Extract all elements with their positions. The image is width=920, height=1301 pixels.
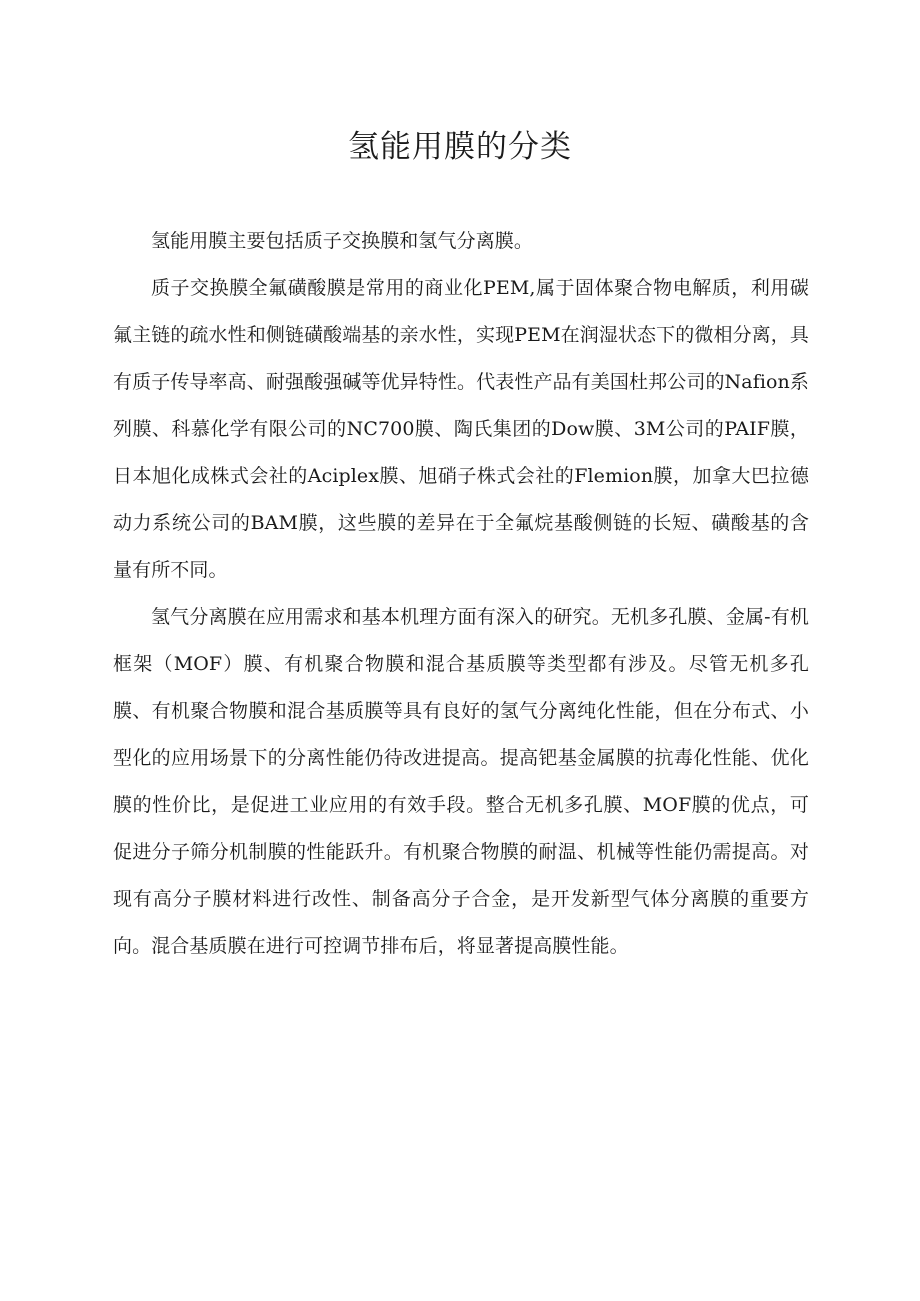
- paragraph-intro: 氢能用膜主要包括质子交换膜和氢气分离膜。: [151, 230, 534, 252]
- paragraph-proton-exchange-membrane: 质子交换膜全氟磺酸膜是常用的商业化PEM,属于固体聚合物电解质，利用碳氟主链的疏水性和侧链磺酸端基的亲水性，实现PEM在润湿状态下的微相分离，具有质子传导率高、耐强酸强碱等优异特性。代表性产品有美国杜邦公司的Nafion系列膜、科慕化学有限公司的NC700膜、陶氏集团的Dow膜、3M公司的PAIF膜，日本旭化成株式会社的Aciplex膜、旭硝子株式会社的Flemion膜，加拿大巴拉德动力系统公司的BAM膜，这些膜的差异在于全氟烷基酸侧链的长短、磺酸基的含量有所不同。: [113, 277, 809, 581]
- paragraph-hydrogen-separation-membrane: 氢气分离膜在应用需求和基本机理方面有深入的研究。无机多孔膜、金属-有机框架（MOF）膜、有机聚合物膜和混合基质膜等类型都有涉及。尽管无机多孔膜、有机聚合物膜和混合基质膜等具有良好的氢气分离纯化性能，但在分布式、小型化的应用场景下的分离性能仍待改进提高。提高钯基金属膜的抗毒化性能、优化膜的性价比，是促进工业应用的有效手段。整合无机多孔膜、MOF膜的优点，可促进分子筛分机制膜的性能跃升。有机聚合物膜的耐温、机械等性能仍需提高。对现有高分子膜材料进行改性、制备高分子合金，是开发新型气体分离膜的重要方向。混合基质膜在进行可控调节排布后，将显著提高膜性能。: [113, 606, 809, 957]
- document-title: 氢能用膜的分类: [348, 129, 572, 165]
- document-body: [113, 218, 809, 970]
